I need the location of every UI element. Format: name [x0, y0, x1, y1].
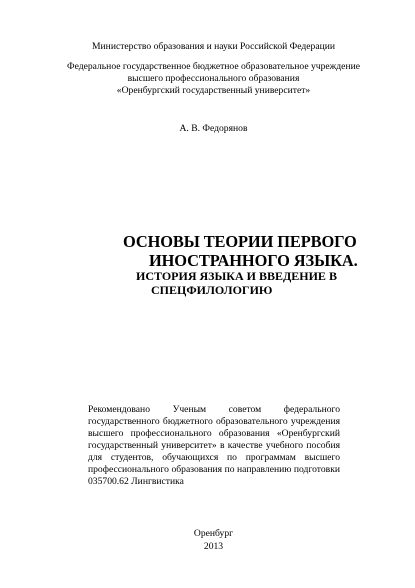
ministry-name: Министерство образования и науки Российской Федерации — [92, 41, 335, 52]
book-title-line-2: ИНОСТРАННОГО ЯЗЫКА. — [149, 251, 358, 270]
author-name: А. В. Федорянов — [179, 123, 248, 134]
institution-line-3: «Оренбургский государственный университет» — [116, 85, 311, 96]
publication-city: Оренбург — [193, 528, 234, 539]
institution-line-1: Федеральное государственное бюджетное образовательное учреждение — [67, 61, 360, 72]
institution-line-2: высшего профессионального образования — [127, 73, 300, 84]
book-subtitle-line-1: ИСТОРИЯ ЯЗЫКА И ВВЕДЕНИЕ В — [136, 269, 337, 283]
recommendation-text: Рекомендовано Ученым советом федерального государственного бюджетного образовательного учреждения высшего профессионального образования «Оренбургский государственный университет» в качестве учебного пособия для студентов, обучающихся по программам высшего профессионального образования по направлению подготовки 035700.62 Лингвистика — [88, 404, 340, 487]
book-title-line-1: ОСНОВЫ ТЕОРИИ ПЕРВОГО — [123, 232, 357, 251]
book-subtitle-line-2: СПЕЦФИЛОЛОГИЮ — [151, 283, 273, 297]
publication-year: 2013 — [203, 541, 224, 552]
